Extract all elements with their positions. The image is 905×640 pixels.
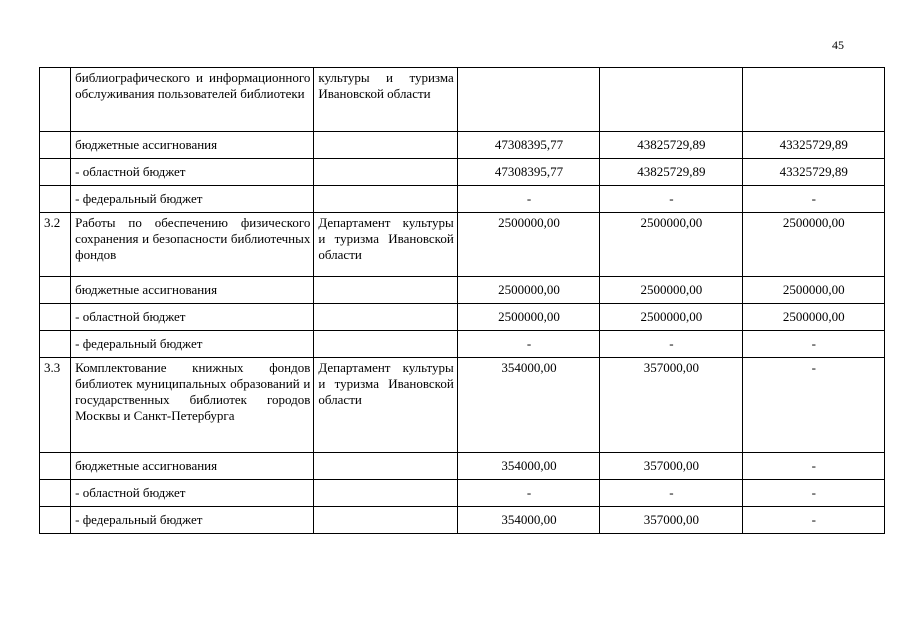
row-name: - областной бюджет xyxy=(71,304,314,331)
row-value-1: 2500000,00 xyxy=(457,213,599,277)
row-executor: Департамент культуры и туризма Ивановской области xyxy=(314,358,457,453)
row-value-2: - xyxy=(600,331,742,358)
row-number xyxy=(40,159,71,186)
row-value-1: 354000,00 xyxy=(457,358,599,453)
row-number xyxy=(40,304,71,331)
table-row xyxy=(40,186,885,213)
row-value-3: 2500000,00 xyxy=(742,304,884,331)
row-value-2: 43825729,89 xyxy=(600,159,742,186)
row-value-3: - xyxy=(742,331,884,358)
row-number xyxy=(40,68,71,132)
row-name: - федеральный бюджет xyxy=(71,331,314,358)
table-row xyxy=(40,480,885,507)
table-row xyxy=(40,159,885,186)
row-executor: культуры и туризма Ивановской области xyxy=(314,68,457,132)
row-value-3: - xyxy=(742,453,884,480)
table-row xyxy=(40,213,885,277)
row-value-1: - xyxy=(457,331,599,358)
row-name: бюджетные ассигнования xyxy=(71,453,314,480)
row-name: Работы по обеспечению физического сохранения и безопасности библиотечных фондов xyxy=(71,213,314,277)
row-name: - федеральный бюджет xyxy=(71,186,314,213)
table-row xyxy=(40,331,885,358)
row-number xyxy=(40,186,71,213)
row-value-1 xyxy=(457,68,599,132)
row-value-3: - xyxy=(742,480,884,507)
row-value-1: 2500000,00 xyxy=(457,304,599,331)
row-executor xyxy=(314,453,457,480)
row-name: бюджетные ассигнования xyxy=(71,277,314,304)
row-value-2: - xyxy=(600,186,742,213)
row-value-2: 2500000,00 xyxy=(600,304,742,331)
row-executor xyxy=(314,304,457,331)
table-row xyxy=(40,277,885,304)
row-value-1: 354000,00 xyxy=(457,453,599,480)
budget-table xyxy=(39,67,885,534)
row-executor xyxy=(314,132,457,159)
row-value-2: 357000,00 xyxy=(600,358,742,453)
row-name: библиографического и информационного обслуживания пользователей библиотеки xyxy=(71,68,314,132)
row-value-2: - xyxy=(600,480,742,507)
row-value-1: 2500000,00 xyxy=(457,277,599,304)
row-number xyxy=(40,507,71,534)
row-name: - федеральный бюджет xyxy=(71,507,314,534)
row-number: 3.2 xyxy=(40,213,71,277)
row-value-1: 47308395,77 xyxy=(457,132,599,159)
table-row xyxy=(40,507,885,534)
table-row xyxy=(40,68,885,132)
row-value-3: 2500000,00 xyxy=(742,213,884,277)
row-name: бюджетные ассигнования xyxy=(71,132,314,159)
row-value-2 xyxy=(600,68,742,132)
row-value-1: - xyxy=(457,186,599,213)
row-value-1: 354000,00 xyxy=(457,507,599,534)
table-row xyxy=(40,358,885,453)
row-executor xyxy=(314,331,457,358)
table-row xyxy=(40,304,885,331)
row-number xyxy=(40,132,71,159)
row-number xyxy=(40,480,71,507)
table-row xyxy=(40,453,885,480)
row-executor xyxy=(314,159,457,186)
row-value-3: - xyxy=(742,358,884,453)
row-value-3: - xyxy=(742,186,884,213)
row-value-2: 357000,00 xyxy=(600,453,742,480)
row-value-2: 43825729,89 xyxy=(600,132,742,159)
row-value-1: - xyxy=(457,480,599,507)
row-executor xyxy=(314,507,457,534)
row-number: 3.3 xyxy=(40,358,71,453)
row-number xyxy=(40,331,71,358)
row-value-3: 43325729,89 xyxy=(742,132,884,159)
row-value-2: 2500000,00 xyxy=(600,277,742,304)
row-name: - областной бюджет xyxy=(71,480,314,507)
row-value-1: 47308395,77 xyxy=(457,159,599,186)
row-value-2: 357000,00 xyxy=(600,507,742,534)
row-value-3: - xyxy=(742,507,884,534)
row-number xyxy=(40,277,71,304)
row-name: Комплектование книжных фондов библиотек муниципальных образований и государственных библиотек городов Москвы и Санкт-Петербурга xyxy=(71,358,314,453)
row-value-3: 43325729,89 xyxy=(742,159,884,186)
table-row xyxy=(40,132,885,159)
row-name: - областной бюджет xyxy=(71,159,314,186)
row-value-3 xyxy=(742,68,884,132)
row-executor xyxy=(314,277,457,304)
row-value-3: 2500000,00 xyxy=(742,277,884,304)
row-number xyxy=(40,453,71,480)
page-number: 45 xyxy=(832,38,844,52)
row-executor xyxy=(314,480,457,507)
row-executor xyxy=(314,186,457,213)
row-value-2: 2500000,00 xyxy=(600,213,742,277)
row-executor: Департамент культуры и туризма Ивановской области xyxy=(314,213,457,277)
